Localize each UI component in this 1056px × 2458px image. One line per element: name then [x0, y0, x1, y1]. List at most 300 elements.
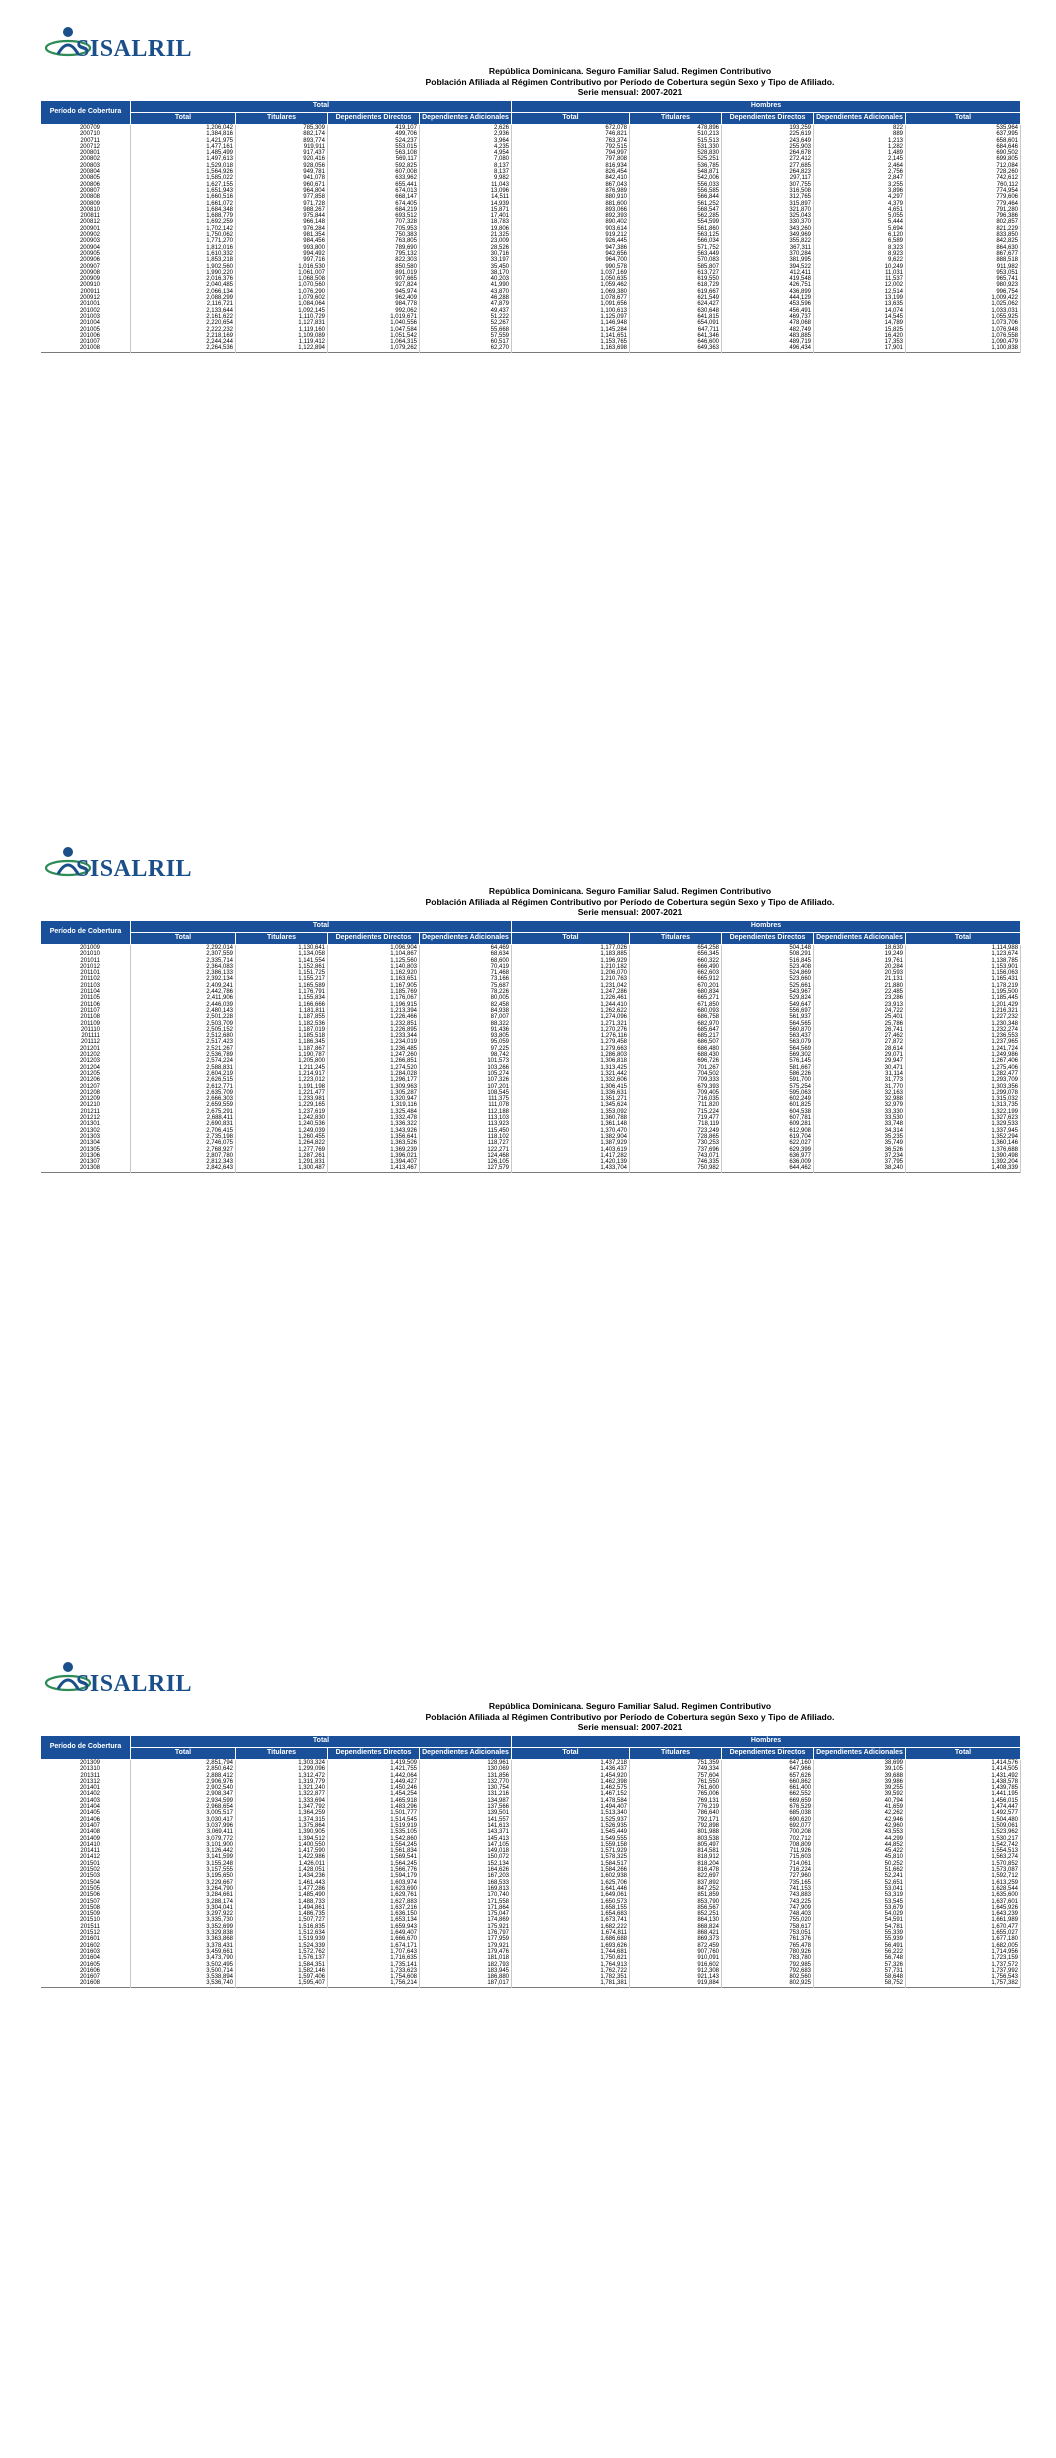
- table-cell: 2,116,721: [131, 301, 236, 307]
- table-cell: 977,858: [236, 194, 328, 200]
- table-cell: 1,141,651: [512, 333, 630, 339]
- table-cell: 3,284,661: [131, 1892, 236, 1898]
- table-cell: 670,201: [630, 983, 722, 989]
- table-cell: 1,216,321: [906, 1008, 1021, 1014]
- table-cell: 1,059,462: [512, 282, 630, 288]
- table-cell: 201011: [41, 958, 131, 964]
- table-cell: 201211: [41, 1109, 131, 1115]
- table-cell: 103,266: [420, 1065, 512, 1071]
- table-cell: 794,997: [512, 150, 630, 156]
- table-cell: 654,091: [630, 320, 722, 326]
- table-cell: 200909: [41, 276, 131, 282]
- table-cell: 2,480,143: [131, 1008, 236, 1014]
- table-cell: 179,921: [420, 1943, 512, 1949]
- table-cell: 2,604,219: [131, 1071, 236, 1077]
- table-cell: 563,449: [630, 251, 722, 257]
- table-cell: 2,133,644: [131, 308, 236, 314]
- table-cell: 1,489: [814, 150, 906, 156]
- table-cell: 126,105: [420, 1159, 512, 1165]
- table-cell: 1,055,925: [906, 314, 1021, 320]
- table-cell: 727,960: [722, 1873, 814, 1879]
- table-cell: 686,480: [630, 1046, 722, 1052]
- table-cell: 1,305,287: [328, 1090, 420, 1096]
- table-cell: 1,233,344: [328, 1033, 420, 1039]
- table-cell: 818,912: [630, 1854, 722, 1860]
- table-cell: 671,850: [630, 1002, 722, 1008]
- table-cell: 27,462: [814, 1033, 906, 1039]
- table-cell: 1,512,634: [236, 1930, 328, 1936]
- table-cell: 201003: [41, 314, 131, 320]
- table-cell: 1,064,315: [328, 339, 420, 345]
- table-cell: 1,737,572: [906, 1962, 1021, 1968]
- table-cell: 535,964: [906, 125, 1021, 132]
- table-cell: 1,764,913: [512, 1962, 630, 1968]
- table-cell: 856,567: [630, 1905, 722, 1911]
- table-cell: 200903: [41, 238, 131, 244]
- table-cell: 1,569,541: [328, 1854, 420, 1860]
- table-row: [41, 1980, 1021, 1987]
- table-cell: 1,559,158: [512, 1842, 630, 1848]
- table-cell: 1,421,755: [328, 1766, 420, 1772]
- table-cell: 39,986: [814, 1779, 906, 1785]
- table-cell: 1,431,492: [906, 1773, 1021, 1779]
- table-cell: 1,461,443: [236, 1880, 328, 1886]
- table-cell: 499,706: [328, 131, 420, 137]
- table-cell: 680,834: [630, 989, 722, 995]
- table-cell: 641,346: [630, 333, 722, 339]
- table-cell: 814,581: [630, 1848, 722, 1854]
- table-cell: 3,264,790: [131, 1886, 236, 1892]
- table-cell: 9,982: [420, 175, 512, 181]
- table-cell: 1,332,606: [512, 1077, 630, 1083]
- table-cell: 1,990,220: [131, 270, 236, 276]
- table-cell: 953,051: [906, 270, 1021, 276]
- table-cell: 175,921: [420, 1924, 512, 1930]
- table-cell: 1,566,776: [328, 1867, 420, 1873]
- table-cell: 18,783: [420, 219, 512, 225]
- table-cell: 3,030,417: [131, 1817, 236, 1823]
- table-cell: 11,043: [420, 182, 512, 188]
- report-series: Serie mensual: 2007-2021: [577, 87, 683, 97]
- table-cell: 1,545,449: [512, 1829, 630, 1835]
- table-cell: 637,995: [906, 131, 1021, 137]
- table-cell: 1,563,274: [906, 1854, 1021, 1860]
- table-cell: 646,600: [630, 339, 722, 345]
- table-cell: 1,757,382: [906, 1980, 1021, 1987]
- table-cell: 201604: [41, 1955, 131, 1961]
- table-cell: 20,284: [814, 964, 906, 970]
- table-cell: 926,445: [512, 238, 630, 244]
- table-cell: 2,908,347: [131, 1791, 236, 1797]
- table-cell: 6,589: [814, 238, 906, 244]
- table-cell: 200905: [41, 251, 131, 257]
- logo: [0, 18, 200, 70]
- table-cell: 566,844: [630, 194, 722, 200]
- table-cell: 693,512: [328, 213, 420, 219]
- table-cell: 1,262,622: [512, 1008, 630, 1014]
- group-header-hombres: Hombres: [512, 921, 1021, 933]
- table-cell: 792,171: [630, 1817, 722, 1823]
- table-cell: 1,076,948: [906, 327, 1021, 333]
- table-cell: 682,970: [630, 1021, 722, 1027]
- table-cell: 516,845: [722, 958, 814, 964]
- table-cell: 742,612: [906, 175, 1021, 181]
- column-header-dependientes-directos: Dependientes Directos: [328, 113, 420, 125]
- table-cell: 1,542,742: [906, 1842, 1021, 1848]
- column-header-dependientes-adicionales: Dependientes Adicionales: [420, 933, 512, 945]
- table-cell: 57,731: [814, 1968, 906, 1974]
- table-cell: 647,966: [722, 1766, 814, 1772]
- table-cell: 1,655,027: [906, 1930, 1021, 1936]
- table-cell: 201310: [41, 1766, 131, 1772]
- table-cell: 892,393: [512, 213, 630, 219]
- column-header-hombres-titulares: Titulares: [630, 1748, 722, 1760]
- table-cell: 2,446,039: [131, 1002, 236, 1008]
- table-cell: 641,815: [630, 314, 722, 320]
- column-header-hombres-dependientes-directos: Dependientes Directos: [722, 113, 814, 125]
- table-cell: 890,402: [512, 219, 630, 225]
- table-cell: 5,694: [814, 226, 906, 232]
- logo: [0, 1653, 200, 1705]
- table-cell: 8,923: [814, 251, 906, 257]
- table-cell: 201601: [41, 1936, 131, 1942]
- table-cell: 2,521,267: [131, 1046, 236, 1052]
- table-cell: 1,201,429: [906, 1002, 1021, 1008]
- table-cell: 1,733,623: [328, 1968, 420, 1974]
- table-cell: 1,686,688: [512, 1936, 630, 1942]
- table-cell: 201010: [41, 951, 131, 957]
- table-cell: 13,635: [814, 301, 906, 307]
- table-cell: 2,292,014: [131, 945, 236, 952]
- table-cell: 201209: [41, 1096, 131, 1102]
- table-cell: 1,661,989: [906, 1917, 1021, 1923]
- table-cell: 1,654,683: [512, 1911, 630, 1917]
- table-cell: 761,376: [722, 1936, 814, 1942]
- column-header-titulares: Titulares: [236, 933, 328, 945]
- table-cell: 412,411: [722, 270, 814, 276]
- table-cell: 201106: [41, 1002, 131, 1008]
- table-cell: 1,293,709: [906, 1077, 1021, 1083]
- table-cell: 1,213,394: [328, 1008, 420, 1014]
- table-cell: 201206: [41, 1077, 131, 1083]
- table-cell: 1,214,917: [236, 1071, 328, 1077]
- table-cell: 49,437: [420, 308, 512, 314]
- table-cell: 1,573,087: [906, 1867, 1021, 1873]
- table-cell: 2,812,343: [131, 1159, 236, 1165]
- table-cell: 200908: [41, 270, 131, 276]
- table-cell: 201409: [41, 1836, 131, 1842]
- table-cell: 942,656: [512, 251, 630, 257]
- table-cell: 1,516,835: [236, 1924, 328, 1930]
- table-cell: 523,408: [722, 964, 814, 970]
- table-cell: 33,330: [814, 1109, 906, 1115]
- table-row: [41, 345, 1021, 352]
- table-cell: 525,251: [630, 156, 722, 162]
- table-cell: 201312: [41, 1779, 131, 1785]
- table-cell: 1,382,904: [512, 1134, 630, 1140]
- table-cell: 716,224: [722, 1867, 814, 1873]
- table-cell: 201006: [41, 333, 131, 339]
- column-header-dependientes-adicionales: Dependientes Adicionales: [420, 1748, 512, 1760]
- table-cell: 201305: [41, 1147, 131, 1153]
- table-cell: 657,626: [722, 1773, 814, 1779]
- table-cell: 997,716: [236, 257, 328, 263]
- table-cell: 755,020: [722, 1917, 814, 1923]
- table-cell: 1,183,885: [512, 951, 630, 957]
- table-cell: 1,166,666: [236, 1002, 328, 1008]
- table-cell: 1,666,670: [328, 1936, 420, 1942]
- table-cell: 949,781: [236, 169, 328, 175]
- table-cell: 1,649,061: [512, 1892, 630, 1898]
- table-cell: 24,722: [814, 1008, 906, 1014]
- column-header-total: Total: [131, 113, 236, 125]
- table-cell: 783,780: [722, 1955, 814, 1961]
- table-cell: 1,210,182: [512, 964, 630, 970]
- table-cell: 1,109,089: [236, 333, 328, 339]
- table-cell: 2,768,927: [131, 1147, 236, 1153]
- table-cell: 1,313,735: [906, 1102, 1021, 1108]
- table-cell: 201202: [41, 1052, 131, 1058]
- table-cell: 370,284: [722, 251, 814, 257]
- column-header-hombres-dependientes-adicionales: Dependientes Adicionales: [814, 113, 906, 125]
- table-cell: 1,549,555: [512, 1836, 630, 1842]
- table-cell: 1,670,477: [906, 1924, 1021, 1930]
- table-cell: 709,333: [630, 1077, 722, 1083]
- table-cell: 1,507,727: [236, 1917, 328, 1923]
- table-cell: 16,420: [814, 333, 906, 339]
- table-cell: 11,537: [814, 276, 906, 282]
- table-cell: 715,224: [630, 1109, 722, 1115]
- table-cell: 2,626,515: [131, 1077, 236, 1083]
- table-cell: 143,371: [420, 1829, 512, 1835]
- table-cell: 690,620: [722, 1817, 814, 1823]
- table-cell: 1,237,619: [236, 1109, 328, 1115]
- table-cell: 201007: [41, 339, 131, 345]
- table-cell: 760,112: [906, 182, 1021, 188]
- table-cell: 201311: [41, 1773, 131, 1779]
- table-cell: 984,456: [236, 238, 328, 244]
- table-cell: 53,545: [814, 1899, 906, 1905]
- table-cell: 919,884: [630, 1980, 722, 1987]
- table-cell: 1,564,926: [131, 169, 236, 175]
- table-cell: 1,419,509: [328, 1760, 420, 1767]
- table-cell: 1,353,092: [512, 1109, 630, 1115]
- table-cell: 941,078: [236, 175, 328, 181]
- column-header-total: Total: [131, 1748, 236, 1760]
- table-cell: 1,226,895: [328, 1027, 420, 1033]
- table-cell: 1,125,097: [512, 314, 630, 320]
- table-cell: 1,152,861: [236, 964, 328, 970]
- table-cell: 1,702,142: [131, 226, 236, 232]
- table-cell: 1,438,578: [906, 1779, 1021, 1785]
- table-cell: 112,188: [420, 1109, 512, 1115]
- table-cell: 1,047,584: [328, 327, 420, 333]
- report-subtitle: Población Afiliada al Régimen Contributivo por Período de Cobertura según Sexo y Tipo de Afiliado.: [425, 896, 835, 907]
- table-cell: 1,570,852: [906, 1861, 1021, 1867]
- table-cell: 27,872: [814, 1039, 906, 1045]
- table-cell: 990,578: [512, 264, 630, 270]
- table-cell: 355,822: [722, 238, 814, 244]
- table-cell: 636,009: [722, 1159, 814, 1165]
- table-cell: 792,985: [722, 1962, 814, 1968]
- table-cell: 680,093: [630, 1008, 722, 1014]
- table-cell: 1,260,455: [236, 1134, 328, 1140]
- table-cell: 200809: [41, 201, 131, 207]
- table-cell: 469,737: [722, 314, 814, 320]
- table-cell: 150,072: [420, 1854, 512, 1860]
- table-cell: 2,807,780: [131, 1153, 236, 1159]
- table-cell: 751,359: [630, 1760, 722, 1767]
- table-cell: 4,379: [814, 201, 906, 207]
- table-cell: 201301: [41, 1121, 131, 1127]
- table-cell: 201201: [41, 1046, 131, 1052]
- table-cell: 1,279,663: [512, 1046, 630, 1052]
- column-header-hombres-dependientes-adicionales: Dependientes Adicionales: [814, 933, 906, 945]
- table-cell: 2,392,134: [131, 976, 236, 982]
- table-cell: 708,809: [722, 1842, 814, 1848]
- table-cell: 1,414,576: [906, 1760, 1021, 1767]
- table-cell: 569,117: [328, 156, 420, 162]
- table-cell: 200901: [41, 226, 131, 232]
- table-cell: 29,071: [814, 1052, 906, 1058]
- table-cell: 17,401: [420, 213, 512, 219]
- table-cell: 919,911: [236, 144, 328, 150]
- table-cell: 93,805: [420, 1033, 512, 1039]
- table-cell: 1,070,560: [236, 282, 328, 288]
- table-cell: 889: [814, 131, 906, 137]
- table-cell: 774,954: [906, 188, 1021, 194]
- table-cell: 1,363,526: [328, 1140, 420, 1146]
- table-cell: 297,117: [722, 175, 814, 181]
- table-cell: 1,426,011: [236, 1861, 328, 1867]
- table-cell: 2,666,303: [131, 1096, 236, 1102]
- group-header-hombres: Hombres: [512, 1736, 1021, 1748]
- table-cell: 711,820: [630, 1102, 722, 1108]
- table-cell: 312,765: [722, 194, 814, 200]
- table-cell: 35,749: [814, 1140, 906, 1146]
- table-cell: 321,870: [722, 207, 814, 213]
- report-series: Serie mensual: 2007-2021: [577, 1722, 683, 1732]
- table-cell: 595,063: [722, 1090, 814, 1096]
- table-cell: 553,015: [328, 144, 420, 150]
- table-cell: 1,084,064: [236, 301, 328, 307]
- column-header-hombres-total: Total: [512, 1748, 630, 1760]
- table-cell: 2,040,485: [131, 282, 236, 288]
- table-cell: 139,501: [420, 1810, 512, 1816]
- table-cell: 1,658,155: [512, 1905, 630, 1911]
- table-cell: 2,888,412: [131, 1773, 236, 1779]
- table-cell: 1,277,769: [236, 1147, 328, 1153]
- table-cell: 912,308: [630, 1968, 722, 1974]
- table-cell: 702,712: [722, 1836, 814, 1842]
- table-cell: 2,851,794: [131, 1760, 236, 1767]
- table-cell: 147,105: [420, 1842, 512, 1848]
- table-cell: 1,213: [814, 138, 906, 144]
- table-cell: 7,080: [420, 156, 512, 162]
- table-cell: 586,226: [722, 1071, 814, 1077]
- table-cell: 4,954: [420, 150, 512, 156]
- table-cell: 2,735,198: [131, 1134, 236, 1140]
- table-cell: 47,879: [420, 301, 512, 307]
- table-cell: 201307: [41, 1159, 131, 1165]
- table-cell: 562,285: [630, 213, 722, 219]
- table-cell: 201401: [41, 1785, 131, 1791]
- table-cell: 50,252: [814, 1861, 906, 1867]
- table-cell: 785,309: [236, 125, 328, 132]
- table-cell: 1,061,007: [236, 270, 328, 276]
- table-cell: 200710: [41, 131, 131, 137]
- table-cell: 1,754,608: [328, 1974, 420, 1980]
- report-subtitle: Población Afiliada al Régimen Contributivo por Período de Cobertura según Sexo y Tipo de Afiliado.: [425, 1711, 835, 1722]
- table-cell: 792,515: [512, 144, 630, 150]
- table-cell: 201101: [41, 970, 131, 976]
- table-cell: 853,790: [630, 1899, 722, 1905]
- table-cell: 201302: [41, 1128, 131, 1134]
- table-cell: 75,687: [420, 983, 512, 989]
- table-cell: 1,347,792: [236, 1804, 328, 1810]
- table-cell: 54,029: [814, 1911, 906, 1917]
- table-cell: 1,187,855: [236, 1014, 328, 1020]
- table-cell: 201107: [41, 1008, 131, 1014]
- table-cell: 381,995: [722, 257, 814, 263]
- table-cell: 201509: [41, 1911, 131, 1917]
- table-cell: 868,421: [630, 1930, 722, 1936]
- table-cell: 330,370: [722, 219, 814, 225]
- table-cell: 177,959: [420, 1936, 512, 1942]
- table-cell: 55,939: [814, 1936, 906, 1942]
- table-cell: 919,212: [512, 232, 630, 238]
- table-cell: 2,066,134: [131, 289, 236, 295]
- table-cell: 1,104,867: [328, 951, 420, 957]
- table-cell: 692,077: [722, 1823, 814, 1829]
- table-cell: 1,360,146: [906, 1140, 1021, 1146]
- table-cell: 200806: [41, 182, 131, 188]
- table-cell: 201501: [41, 1861, 131, 1867]
- table-row: [41, 945, 1021, 952]
- table-cell: 8,137: [420, 163, 512, 169]
- table-cell: 566,034: [630, 238, 722, 244]
- table-cell: 1,234,019: [328, 1039, 420, 1045]
- table-cell: 186,880: [420, 1974, 512, 1980]
- table-cell: 264,678: [722, 150, 814, 156]
- table-cell: 200906: [41, 257, 131, 263]
- table-cell: 124,468: [420, 1153, 512, 1159]
- table-cell: 145,413: [420, 1836, 512, 1842]
- table-cell: 56,222: [814, 1949, 906, 1955]
- table-cell: 847,252: [630, 1886, 722, 1892]
- table-cell: 68,600: [420, 958, 512, 964]
- table-cell: 1,237,965: [906, 1039, 1021, 1045]
- table-cell: 1,682,005: [906, 1943, 1021, 1949]
- table-cell: 591,700: [722, 1077, 814, 1083]
- table-cell: 1,249,039: [236, 1128, 328, 1134]
- table-cell: 612,908: [722, 1128, 814, 1134]
- table-cell: 1,345,624: [512, 1102, 630, 1108]
- table-cell: 1,247,260: [328, 1052, 420, 1058]
- table-cell: 73,166: [420, 976, 512, 982]
- table-cell: 23,913: [814, 1002, 906, 1008]
- table-cell: 1,403,619: [512, 1147, 630, 1153]
- table-cell: 82,458: [420, 1002, 512, 1008]
- table-cell: 201408: [41, 1829, 131, 1835]
- table-cell: 655,441: [328, 182, 420, 188]
- table-cell: 1,771,270: [131, 238, 236, 244]
- table-cell: 882,174: [236, 131, 328, 137]
- table-cell: 1,684,348: [131, 207, 236, 213]
- table-cell: 17,901: [814, 345, 906, 352]
- column-header-period: Período de Cobertura: [41, 921, 131, 945]
- table-cell: 170,740: [420, 1892, 512, 1898]
